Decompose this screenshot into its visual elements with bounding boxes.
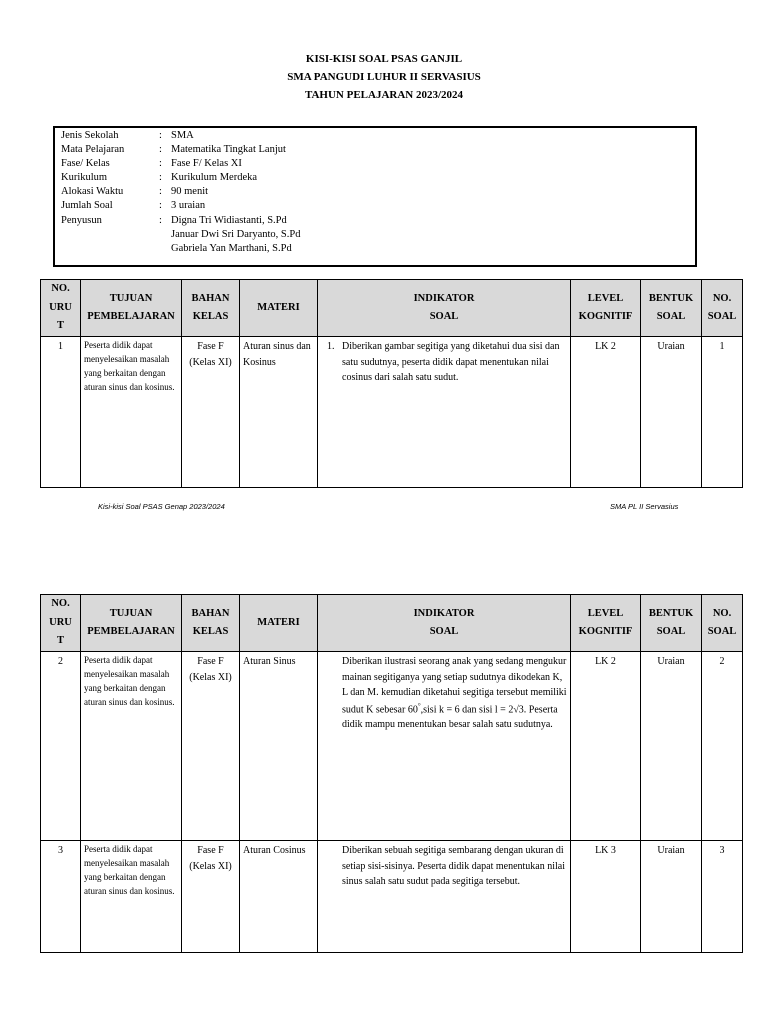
header-indikator: INDIKATOR SOAL — [318, 280, 571, 337]
cell-indikator: Diberikan ilustrasi seorang anak yang sedang mengukur mainan segitiganya yang setiap sudutnya dikodekan K, L dan M. kemudian diketahui segitiga tersebut memiliki sudut K sebesar 60°,sisi k = 6 dan sisi l = 2√3. Peserta didik mampu menentukan besar salah satu sudutnya. — [318, 652, 571, 841]
cell-tujuan: Peserta didik dapat menyelesaikan masalah yang berkaitan dengan aturan sinus dan kosinus. — [81, 841, 182, 953]
cell-level: LK 2 — [571, 337, 641, 488]
header-level: LEVEL KOGNITIF — [571, 280, 641, 337]
cell-no-soal: 1 — [702, 337, 743, 488]
info-label: Fase/ Kelas — [61, 158, 110, 169]
info-label: Kurikulum — [61, 172, 108, 183]
info-value: SMA — [171, 130, 194, 141]
header-no-urut: NO. URU T — [41, 595, 81, 652]
header-bahan-kelas: BAHAN KELAS — [182, 280, 240, 337]
cell-tujuan: Peserta didik dapat menyelesaikan masalah yang berkaitan dengan aturan sinus dan kosinus. — [81, 652, 182, 841]
header-level: LEVEL KOGNITIF — [571, 595, 641, 652]
cell-bentuk: Uraian — [641, 841, 702, 953]
info-label: Penyusun — [61, 215, 102, 226]
info-colon: : — [159, 215, 162, 226]
footer-right: SMA PL II Servasius — [610, 502, 679, 511]
kisi-kisi-table-1 — [40, 279, 743, 488]
identity-box — [53, 126, 697, 267]
info-label: Jenis Sekolah — [61, 130, 119, 141]
cell-indikator: 1. Diberikan gambar segitiga yang diketahui dua sisi dan satu sudutnya, peserta didik dapat menentukan nilai cosinus dari salah satu sudut. — [318, 337, 571, 488]
indikator-number: 1. — [327, 341, 335, 352]
cell-indikator: Diberikan sebuah segitiga sembarang dengan ukuran di setiap sisi-sisinya. Peserta didik dapat menentukan nilai sinus salah satu sudut pada segitiga tersebut. — [318, 841, 571, 953]
kisi-kisi-table-2 — [40, 594, 743, 953]
info-value: Gabriela Yan Marthani, S.Pd — [171, 243, 292, 254]
cell-materi: Aturan Cosinus — [240, 841, 318, 953]
header-tujuan: TUJUAN PEMBELAJARAN — [81, 280, 182, 337]
cell-bahan: Fase F (Kelas XI) — [182, 337, 240, 488]
header-materi: MATERI — [240, 595, 318, 652]
header-materi: MATERI — [240, 280, 318, 337]
header-bentuk: BENTUK SOAL — [641, 280, 702, 337]
cell-no-soal: 2 — [702, 652, 743, 841]
cell-level: LK 3 — [571, 841, 641, 953]
info-colon: : — [159, 130, 162, 141]
info-colon: : — [159, 186, 162, 197]
table-header-row — [41, 280, 743, 337]
table-row — [41, 337, 743, 488]
header-no-soal: NO. SOAL — [702, 595, 743, 652]
academic-year: TAHUN PELAJARAN 2023/2024 — [304, 89, 464, 101]
info-label: Alokasi Waktu — [61, 186, 124, 197]
info-value: Kurikulum Merdeka — [171, 172, 258, 183]
info-colon: : — [159, 172, 162, 183]
info-value: 3 uraian — [171, 200, 206, 211]
info-colon: : — [159, 158, 162, 169]
cell-bahan: Fase F (Kelas XI) — [182, 841, 240, 953]
cell-level: LK 2 — [571, 652, 641, 841]
table-row — [41, 652, 743, 841]
info-colon: : — [159, 200, 162, 211]
cell-no-urut: 3 — [41, 841, 81, 953]
info-colon: : — [159, 144, 162, 155]
info-label: Jumlah Soal — [61, 200, 113, 211]
header-bahan-kelas: BAHAN KELAS — [182, 595, 240, 652]
info-value: 90 menit — [171, 186, 209, 197]
info-value: Digna Tri Widiastanti, S.Pd — [171, 215, 287, 226]
cell-bentuk: Uraian — [641, 652, 702, 841]
doc-title: KISI-KISI SOAL PSAS GANJIL — [305, 53, 463, 65]
cell-tujuan: Peserta didik dapat menyelesaikan masalah yang berkaitan dengan aturan sinus dan kosinus. — [81, 337, 182, 488]
header-tujuan: TUJUAN PEMBELAJARAN — [81, 595, 182, 652]
cell-no-urut: 1 — [41, 337, 81, 488]
footer-left: Kisi-kisi Soal PSAS Genap 2023/2024 — [98, 502, 225, 511]
table-row — [41, 841, 743, 953]
cell-materi: Aturan Sinus — [240, 652, 318, 841]
cell-no-soal: 3 — [702, 841, 743, 953]
header-bentuk: BENTUK SOAL — [641, 595, 702, 652]
cell-bentuk: Uraian — [641, 337, 702, 488]
table-header-row — [41, 595, 743, 652]
header-indikator: INDIKATOR SOAL — [318, 595, 571, 652]
info-value: Matematika Tingkat Lanjut — [171, 144, 286, 155]
info-value: Fase F/ Kelas XI — [171, 158, 242, 169]
info-value: Januar Dwi Sri Daryanto, S.Pd — [171, 229, 301, 240]
header-no-urut: NO. URU T — [41, 280, 81, 337]
cell-no-urut: 2 — [41, 652, 81, 841]
cell-materi: Aturan sinus dan Kosinus — [240, 337, 318, 488]
cell-bahan: Fase F (Kelas XI) — [182, 652, 240, 841]
degree-sign: ° — [417, 701, 421, 710]
info-label: Mata Pelajaran — [61, 144, 125, 155]
header-no-soal: NO. SOAL — [702, 280, 743, 337]
school-name: SMA PANGUDI LUHUR II SERVASIUS — [287, 71, 481, 83]
